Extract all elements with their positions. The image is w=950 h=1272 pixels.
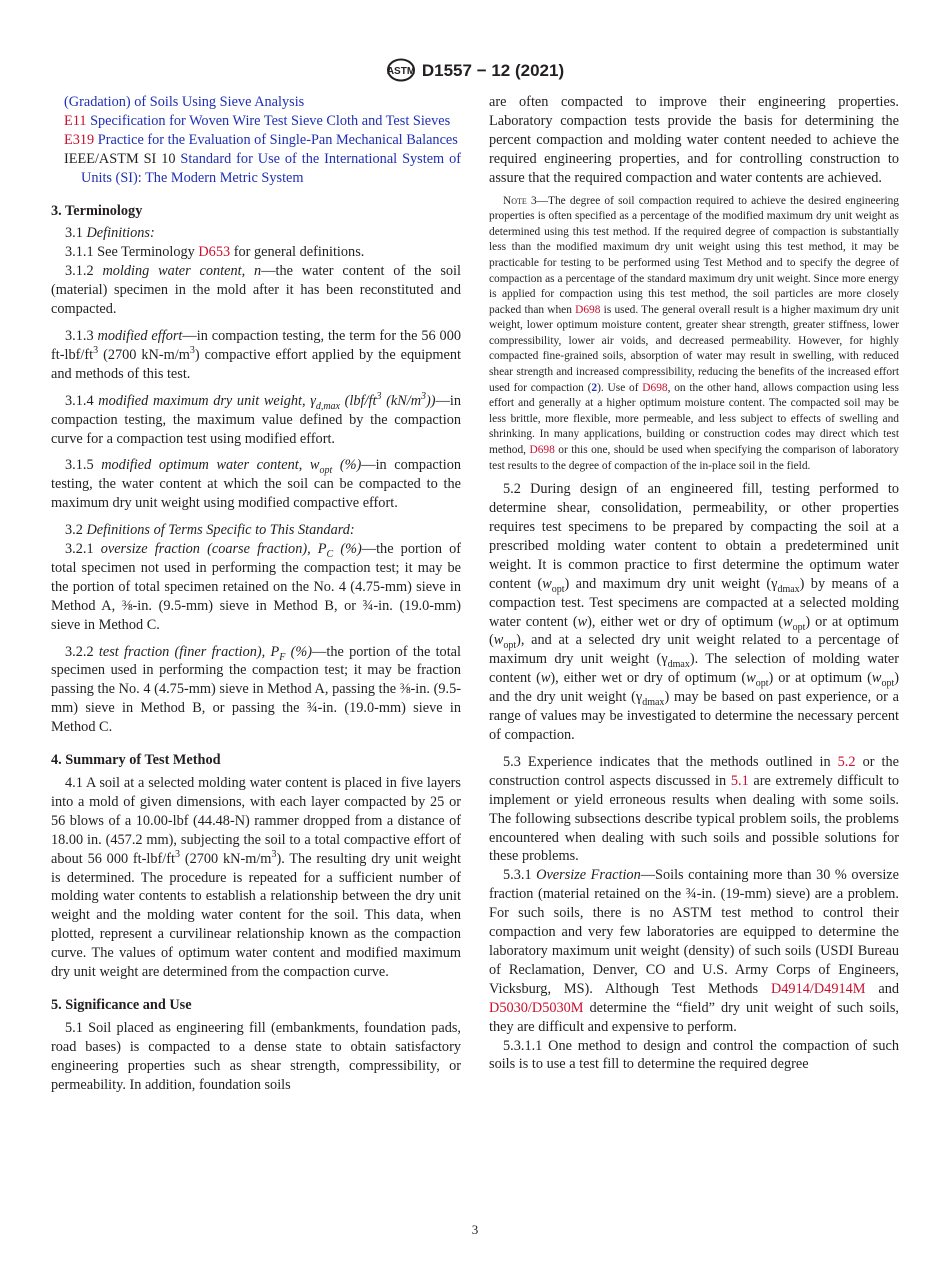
reference-item[interactable]: (Gradation) of Soils Using Sieve Analysis — [64, 94, 305, 110]
left-column — [51, 93, 461, 1095]
reference-item[interactable]: IEEE/ASTM SI 10 Standard for Use of the International System of Units (SI): The Modern Metric System — [64, 150, 461, 186]
section-heading: 5. Significance and Use — [51, 996, 192, 1013]
paragraph: 3.1.1 See Terminology D653 for general definitions. — [65, 244, 365, 261]
paragraph: 3.2.1 oversize fraction (coarse fraction), $P_C$ (%)—the portion of total specimen not used in performing the compaction test; it may be the portion of total specimen retained on the No. 4 (4.75-mm) sieve in Method A, ⅜-in. (9.5-mm) sieve in Method B, or ¾-in. (19.0-mm) sieve in Method C. — [51, 541, 461, 633]
paragraph: 3.1.2 molding water content, n—the water content of the soil (material) specimen in the mold after it has been reconstituted and compacted. — [51, 263, 461, 318]
paragraph: 3.1.5 modified optimum water content, $w_{opt}$ (%)—in compaction testing, the water content at which the soil can be compacted to the maximum dry unit weight using modified compactive effort. — [51, 457, 461, 512]
paragraph: 3.2.2 test fraction (finer fraction), $P_F$ (%)—the portion of the total specimen used in performing the compaction test; it may be fraction passing the No. 4 (4.75-mm) sieve in Method A, passing the ⅜-in. (9.5-mm) sieve in Method B, or passing the ¾-in. (19.0-mm) sieve in Method C. — [51, 643, 461, 736]
note-3: Note 3—The degree of soil compaction required to achieve the desired engineering properties is often specified as a percentage of the modified maximum dry unit weight as determined using this test method. If the required degree of compaction is substantially less than the modified maximum dry unit weight using this test method, it may be practicable for testing to be performed using Test Method and to specify the degree of compaction as a percentage of the standard maximum dry unit weight. Since more energy is applied for compaction using this test method, the soil particles are more closely packed than when D698 is used. The general overall result is a higher maximum dry unit weight, lower optimum moisture content, greater shear strength, greater stiffness, lower compressibility, lower air voids, and decreased permeability. However, for highly compacted fine-grained soils, absorption of water may result in swelling, with reduced shear strength and increased compressibility, reducing the benefits of the increased effort used for compaction (2). Use of D698, on the other hand, allows compaction using less effort and generally at a higher optimum moisture content. The compacted soil may be less brittle, more flexible, more permeable, and less subject to effects of swelling and shrinking. In many applications, building or construction codes may direct which test method, D698 or this one, should be used when specifying the comparison of laboratory test results to the degree of compaction of the in-place soil in the field. — [489, 194, 899, 472]
astm-logo-icon — [386, 58, 416, 82]
paragraph: 5.3.1 Oversize Fraction—Soils containing more than 30 % oversize fraction (material retained on the ¾-in. (19-mm) sieve) are a problem. For such soils, there is no ASTM test method to control their compaction and very few laboratories are equipped to determine the laboratory maximum unit weight (density) of such soils (USDI Bureau of Reclamation, Denver, CO and U.S. Army Corps of Engineers, Vicksburg, MS). Although Test Methods D4914/D4914M and D5030/D5030M determine the “field” dry unit weight of such soils, they are difficult and expensive to perform. — [489, 867, 899, 1035]
link-d698[interactable]: D698 — [529, 444, 555, 457]
paragraph: 3.2 Definitions of Terms Specific to This Standard: — [65, 522, 355, 539]
reference-item[interactable]: E11 Specification for Woven Wire Test Sieve Cloth and Test Sieves — [64, 112, 451, 129]
paragraph: 3.1 Definitions: — [65, 225, 155, 242]
reference-item[interactable]: E319 Practice for the Evaluation of Single-Pan Mechanical Balances — [64, 131, 458, 148]
link-5-1[interactable]: 5.1 — [730, 772, 749, 789]
paragraph: 3.1.3 modified effort—in compaction testing, the term for the 56 000 $ft-lbf/ft^3$ (2700 $kN-m/m^3$) compactive effort applied by the equipment and methods of this test. — [51, 327, 461, 382]
link-d4914[interactable]: D4914/D4914M — [770, 980, 866, 997]
paragraph: 5.1 Soil placed as engineering fill (embankments, foundation pads, road bases) is compacted to a dense state to obtain satisfactory engineering properties such as shear strength, compressibility, or permeability. In addition, foundation soils — [51, 1019, 461, 1093]
section-heading: 3. Terminology — [51, 202, 143, 219]
paragraph: 4.1 A soil at a selected molding water content is placed in five layers into a mold of given dimensions, with each layer compacted by 25 or 56 blows of a 10.00-lbf (44.48-N) rammer dropped from a distance of 18.00 in. (457.2 mm), subjecting the soil to a total compactive effort of about 56 000 $ft-lbf/ft^3$ (2700 $kN-m/m^3$). The resulting dry unit weight is determined. The procedure is repeated for a sufficient number of molding water contents to establish a relationship between the dry unit weight and the molding water content for the soil. This data, when plotted, represent a curvilinear relationship known as the compaction curve. The values of optimum water content and modified maximum dry unit weight are determined from the compaction curve. — [51, 775, 462, 981]
page-number: 3 — [471, 1222, 479, 1237]
link-d5030[interactable]: D5030/D5030M — [489, 999, 584, 1016]
link-d698[interactable]: D698 — [642, 381, 668, 394]
paragraph: 5.3 Experience indicates that the methods outlined in 5.2 or the construction control aspects discussed in 5.1 are extremely difficult to implement or yield erroneous results when dealing with some soils. The following subsections describe typical problem soils, the problems encountered when dealing with such soils and possible solutions for these problems. — [489, 753, 900, 865]
paragraph: 5.3.1.1 One method to design and control the compaction of such soils is to use a test fill to determine the required degree — [489, 1037, 899, 1073]
reference-2-link[interactable]: 2 — [591, 381, 598, 394]
link-5-2[interactable]: 5.2 — [837, 753, 856, 770]
document-designation: D1557 − 12 (2021) — [421, 61, 565, 80]
paragraph: are often compacted to improve their engineering properties. Laboratory compaction tests provide the basis for determining the percent compaction and molding water content needed to achieve the required engineering properties, and for controlling construction to assure that the required compaction and water contents are achieved. — [489, 94, 899, 186]
right-column — [489, 93, 899, 1074]
link-d698[interactable]: D698 — [575, 303, 601, 316]
paragraph: 3.1.4 modified maximum dry unit weight, $\gamma_{d,max}$ ($lbf/ft^3$ $(kN/m^3))—in$ compaction testing, the maximum value defined by the compaction curve for a compaction test using modified effort. — [51, 390, 461, 447]
section-heading: 4. Summary of Test Method — [51, 752, 221, 769]
logo-text: ASTM — [386, 66, 416, 77]
page-header — [0, 58, 950, 82]
link-d653[interactable]: D653 — [198, 244, 231, 261]
paragraph: 5.2 During design of an engineered fill, testing performed to determine shear, consolidation, permeability, or other properties requires test specimens to be prepared by compacting the soil at a prescribed molding water content to obtain a predetermined unit weight. It is common practice to first determine the optimum water content $(w_{opt})$ and maximum dry unit weight $(\gamma_{dmax})$ by means of a compaction test. Test specimens are compacted at a selected molding water content (w), either wet or dry of optimum $(w_{opt})$ or at optimum $(w_{opt})$, and at a selected dry unit weight related to a percentage of maximum dry unit weight $(\gamma_{dmax})$. The selection of molding water content (w), either wet or dry of optimum $(w_{opt})$ or at optimum $(w_{opt})$ and the dry unit weight $(\gamma_{dmax})$ may be based on past experience, or a range of values may be investigated to determine the necessary percent of compaction. — [489, 481, 899, 743]
